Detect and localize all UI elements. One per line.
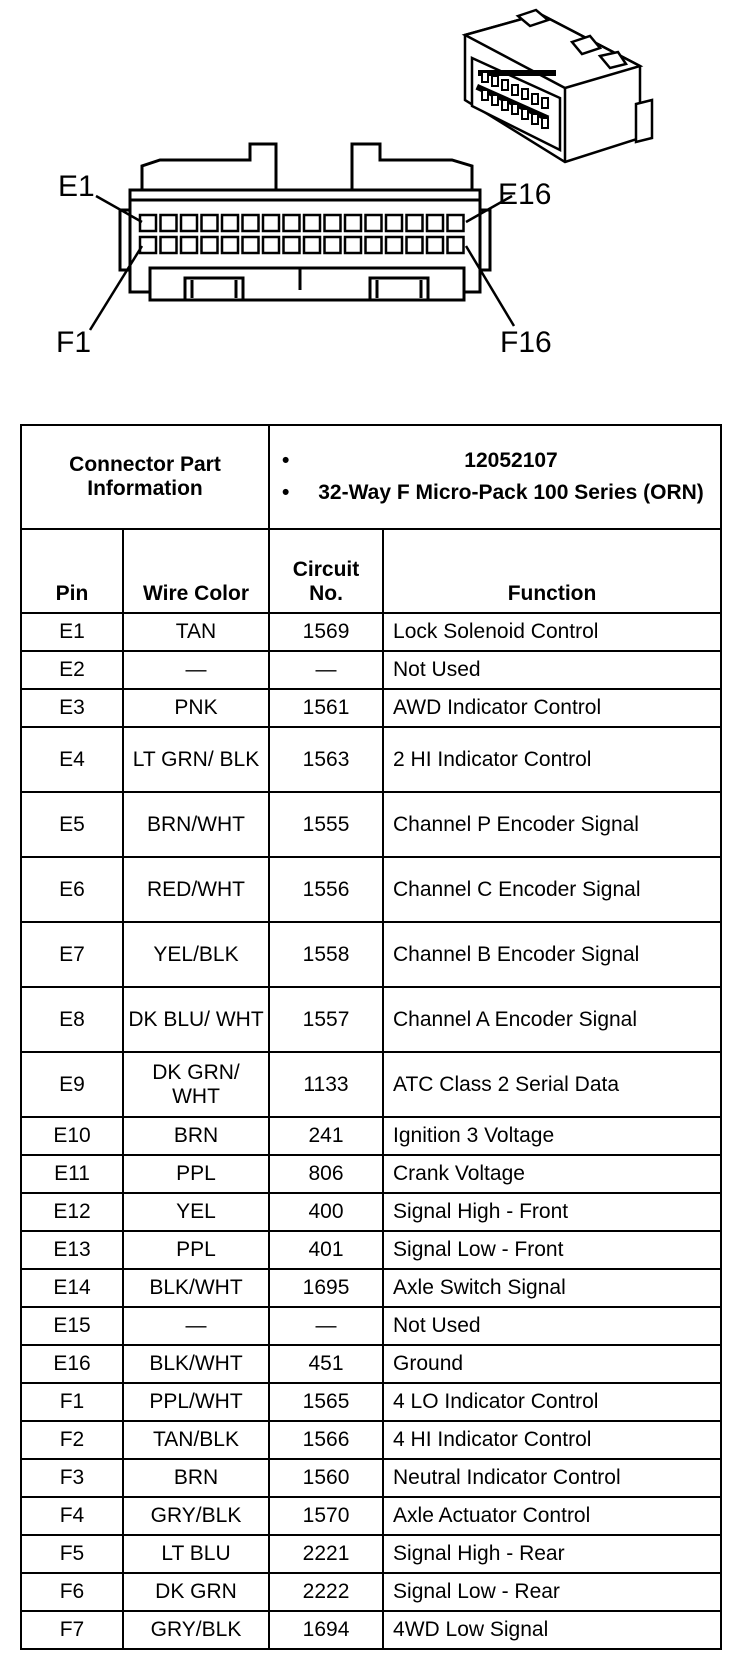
function-cell: Signal Low - Rear [383, 1573, 721, 1611]
pin-cell: E2 [21, 651, 123, 689]
pin-cavity [325, 215, 341, 231]
pin-cell: E8 [21, 987, 123, 1052]
pin-cavity [427, 237, 443, 253]
table-row [21, 1345, 721, 1383]
pin-cell: F5 [21, 1535, 123, 1573]
table-row [21, 857, 721, 922]
circuit-cell: 1555 [269, 792, 383, 857]
pin-cavity [222, 215, 238, 231]
function-cell: 2 HI Indicator Control [383, 727, 721, 792]
pin-cavity [366, 215, 382, 231]
circuit-cell: 1563 [269, 727, 383, 792]
table-row [21, 651, 721, 689]
function-cell: Neutral Indicator Control [383, 1459, 721, 1497]
pin-cavity [345, 215, 361, 231]
pin-cell: E7 [21, 922, 123, 987]
wire-color-cell: YEL/BLK [123, 922, 269, 987]
function-cell: AWD Indicator Control [383, 689, 721, 727]
table-row [21, 1052, 721, 1117]
table-row [21, 1459, 721, 1497]
circuit-cell: 1133 [269, 1052, 383, 1117]
pin-cell: E15 [21, 1307, 123, 1345]
table-row [21, 1155, 721, 1193]
function-cell: Ground [383, 1345, 721, 1383]
pin-cell: E1 [21, 613, 123, 651]
circuit-cell: 241 [269, 1117, 383, 1155]
wire-color-cell: TAN/BLK [123, 1421, 269, 1459]
wire-color-cell: — [123, 1307, 269, 1345]
part-number: • 12052107 [306, 448, 716, 474]
pin-cavity [304, 215, 320, 231]
table-row [21, 1497, 721, 1535]
col-header-circuit: Circuit No. [269, 529, 383, 613]
pin-cavity [448, 237, 464, 253]
pin-cavity [140, 237, 156, 253]
wire-color-cell: LT BLU [123, 1535, 269, 1573]
wire-color-cell: DK GRN/ WHT [123, 1052, 269, 1117]
connector-type: • 32-Way F Micro-Pack 100 Series (ORN) [306, 480, 716, 506]
function-cell: Axle Switch Signal [383, 1269, 721, 1307]
pin-cell: E12 [21, 1193, 123, 1231]
pin-cell: E16 [21, 1345, 123, 1383]
circuit-cell: — [269, 1307, 383, 1345]
wire-color-cell: PPL [123, 1155, 269, 1193]
pin-cavity [222, 237, 238, 253]
pin-cell: E3 [21, 689, 123, 727]
table-row [21, 792, 721, 857]
pin-cavity [181, 237, 197, 253]
pin-cavity [263, 237, 279, 253]
wire-color-cell: GRY/BLK [123, 1497, 269, 1535]
table-row [21, 1193, 721, 1231]
table-row [21, 1535, 721, 1573]
pinout-table [20, 424, 722, 1650]
function-cell: Not Used [383, 1307, 721, 1345]
circuit-cell: — [269, 651, 383, 689]
pin-cell: F4 [21, 1497, 123, 1535]
pin-cell: F2 [21, 1421, 123, 1459]
pin-cavity [202, 237, 218, 253]
table-row [21, 1307, 721, 1345]
table-row [21, 727, 721, 792]
pin-cell: E6 [21, 857, 123, 922]
wire-color-cell: PPL [123, 1231, 269, 1269]
wire-color-cell: BLK/WHT [123, 1269, 269, 1307]
label-f16: F16 [500, 326, 552, 359]
col-header-pin: Pin [21, 529, 123, 613]
pin-cell: E5 [21, 792, 123, 857]
table-row [21, 922, 721, 987]
table-row [21, 1611, 721, 1649]
function-cell: Signal Low - Front [383, 1231, 721, 1269]
function-cell: ATC Class 2 Serial Data [383, 1052, 721, 1117]
function-cell: 4 LO Indicator Control [383, 1383, 721, 1421]
function-cell: 4WD Low Signal [383, 1611, 721, 1649]
wire-color-cell: BRN [123, 1459, 269, 1497]
pin-cavity [181, 215, 197, 231]
wire-color-cell: YEL [123, 1193, 269, 1231]
table-row [21, 1269, 721, 1307]
pin-cell: E10 [21, 1117, 123, 1155]
function-cell: Signal High - Front [383, 1193, 721, 1231]
pin-cavity [202, 215, 218, 231]
pin-cavity [243, 215, 259, 231]
table-row [21, 1117, 721, 1155]
table-row [21, 987, 721, 1052]
function-cell: Channel C Encoder Signal [383, 857, 721, 922]
wire-color-cell: — [123, 651, 269, 689]
info-list [269, 425, 721, 529]
pin-cavity [140, 215, 156, 231]
function-cell: Channel P Encoder Signal [383, 792, 721, 857]
table-row [21, 613, 721, 651]
table-row [21, 1573, 721, 1611]
circuit-cell: 451 [269, 1345, 383, 1383]
pin-cavity [161, 215, 177, 231]
function-cell: Lock Solenoid Control [383, 613, 721, 651]
pinout-rows [21, 613, 721, 1649]
pin-cavity [407, 215, 423, 231]
connector-diagram [0, 0, 736, 400]
wire-color-cell: TAN [123, 613, 269, 651]
pin-cell: E4 [21, 727, 123, 792]
function-cell: Channel A Encoder Signal [383, 987, 721, 1052]
function-cell: Signal High - Rear [383, 1535, 721, 1573]
table-row [21, 689, 721, 727]
wire-color-cell: LT GRN/ BLK [123, 727, 269, 792]
pin-cavity [448, 215, 464, 231]
wire-color-cell: BLK/WHT [123, 1345, 269, 1383]
circuit-cell: 1565 [269, 1383, 383, 1421]
pin-cell: F6 [21, 1573, 123, 1611]
pin-cell: E11 [21, 1155, 123, 1193]
circuit-cell: 1556 [269, 857, 383, 922]
circuit-cell: 1561 [269, 689, 383, 727]
table-row [21, 1421, 721, 1459]
pin-cavity [345, 237, 361, 253]
function-cell: 4 HI Indicator Control [383, 1421, 721, 1459]
pin-cavity [284, 237, 300, 253]
pin-cell: E9 [21, 1052, 123, 1117]
info-row [21, 425, 721, 529]
wire-color-cell: BRN/WHT [123, 792, 269, 857]
wire-color-cell: GRY/BLK [123, 1611, 269, 1649]
circuit-cell: 401 [269, 1231, 383, 1269]
pin-cavity [386, 215, 402, 231]
column-header-row [21, 529, 721, 613]
pin-cell: F1 [21, 1383, 123, 1421]
wire-color-cell: RED/WHT [123, 857, 269, 922]
pin-cell: F3 [21, 1459, 123, 1497]
wire-color-cell: DK BLU/ WHT [123, 987, 269, 1052]
pin-cavity [427, 215, 443, 231]
function-cell: Crank Voltage [383, 1155, 721, 1193]
pin-cell: F7 [21, 1611, 123, 1649]
pin-cell: E13 [21, 1231, 123, 1269]
pin-cavity [284, 215, 300, 231]
wire-color-cell: PNK [123, 689, 269, 727]
pin-cavity [325, 237, 341, 253]
circuit-cell: 1695 [269, 1269, 383, 1307]
table-row [21, 1383, 721, 1421]
function-cell: Axle Actuator Control [383, 1497, 721, 1535]
circuit-cell: 806 [269, 1155, 383, 1193]
circuit-cell: 1557 [269, 987, 383, 1052]
circuit-cell: 1570 [269, 1497, 383, 1535]
label-e1: E1 [58, 170, 95, 203]
wire-color-cell: DK GRN [123, 1573, 269, 1611]
circuit-cell: 1569 [269, 613, 383, 651]
function-cell: Ignition 3 Voltage [383, 1117, 721, 1155]
pin-cavity [407, 237, 423, 253]
wire-color-cell: PPL/WHT [123, 1383, 269, 1421]
info-heading: Connector Part Information [21, 425, 269, 529]
pin-cavity [243, 237, 259, 253]
connector-3d-illustration [465, 10, 652, 162]
circuit-cell: 1560 [269, 1459, 383, 1497]
circuit-cell: 2221 [269, 1535, 383, 1573]
circuit-cell: 400 [269, 1193, 383, 1231]
pin-cavity [263, 215, 279, 231]
pin-cavity [386, 237, 402, 253]
pin-cell: E14 [21, 1269, 123, 1307]
wire-color-cell: BRN [123, 1117, 269, 1155]
pin-cavity [304, 237, 320, 253]
pin-cavity [161, 237, 177, 253]
circuit-cell: 1558 [269, 922, 383, 987]
label-f1: F1 [56, 326, 92, 359]
circuit-cell: 2222 [269, 1573, 383, 1611]
circuit-cell: 1694 [269, 1611, 383, 1649]
col-header-wire-color: Wire Color [123, 529, 269, 613]
circuit-cell: 1566 [269, 1421, 383, 1459]
function-cell: Not Used [383, 651, 721, 689]
table-row [21, 1231, 721, 1269]
label-e16: E16 [498, 178, 552, 211]
pin-cavity [366, 237, 382, 253]
col-header-function: Function [383, 529, 721, 613]
function-cell: Channel B Encoder Signal [383, 922, 721, 987]
